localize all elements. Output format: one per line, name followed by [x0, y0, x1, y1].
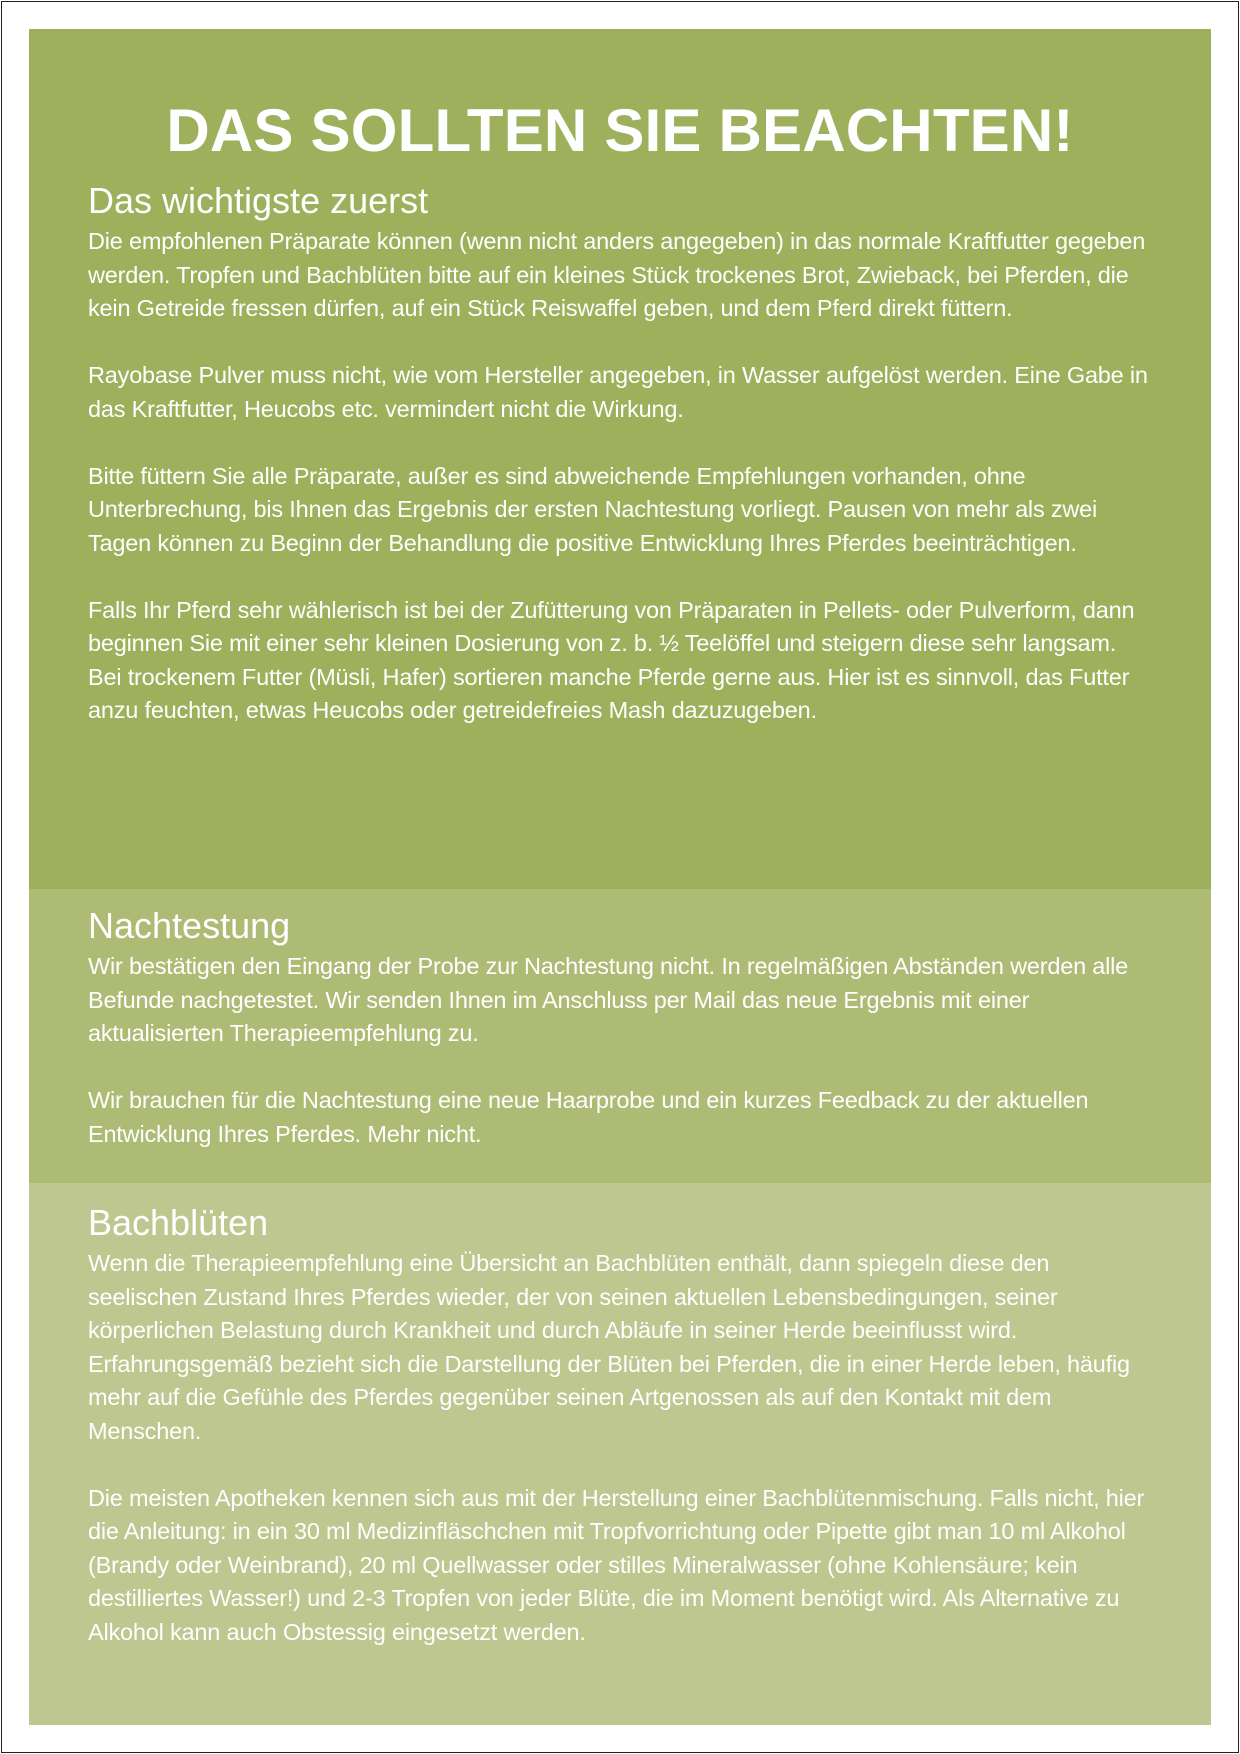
paragraph: Falls Ihr Pferd sehr wählerisch ist bei der Zufütterung von Präparaten in Pellets- oder Pulverform, dann beginnen Sie mit einer sehr kleinen Dosierung von z. b. ½ Teelöffel und steigern diese sehr langsam. Bei trockenem Futter (Müsli, Hafer) sortieren manche Pferde gerne aus. Hier ist es sinnvoll, das Futter anzu feuchten, etwas Heucobs oder getreidefreies Mash dazuzugeben.: [88, 596, 1135, 723]
paragraph: Wir brauchen für die Nachtestung eine neue Haarprobe und ein kurzes Feedback zu der aktuellen Entwicklung Ihres Pferdes. Mehr nicht.: [88, 1087, 1089, 1147]
paragraph: Bitte füttern Sie alle Präparate, außer es sind abweichende Empfehlungen vorhanden, ohne Unterbrechung, bis Ihnen das Ergebnis der ersten Nachtestung vorliegt. Pausen von mehr als zwei Tagen können zu Beginn der Behandlung die positive Entwicklung Ihres Pferdes beeinträchtigen.: [88, 462, 1098, 556]
section-bachblueten: [29, 1183, 1211, 1725]
paragraph: Rayobase Pulver muss nicht, wie vom Hersteller angegeben, in Wasser aufgelöst werden. Eine Gabe in das Kraftfutter, Heucobs etc. vermindert nicht die Wirkung.: [88, 362, 1148, 422]
section-das-wichtigste-zuerst: [29, 29, 1211, 889]
section-heading: Das wichtigste zuerst: [88, 180, 429, 221]
section-nachtestung: [29, 889, 1211, 1183]
section-heading: Bachblüten: [88, 1202, 269, 1243]
section-heading: Nachtestung: [88, 905, 291, 946]
paragraph: Die empfohlenen Präparate können (wenn nicht anders angegeben) in das normale Kraftfutter gegeben werden. Tropfen und Bachblüten bitte auf ein kleines Stück trockenes Brot, Zwieback, bei Pferden, die kein Getreide fressen dürfen, auf ein Stück Reiswaffel geben, und dem Pferd direkt füttern.: [88, 228, 1146, 321]
paragraph: Wenn die Therapieempfehlung eine Übersicht an Bachblüten enthält, dann spiegeln diese den seelischen Zustand Ihres Pferdes wieder, der von seinen aktuellen Lebensbedingungen, seiner körperlichen Belastung durch Krankheit und durch Abläufe in seiner Herde beeinflusst wird. Erfahrungsgemäß bezieht sich die Darstellung der Blüten bei Pferden, die in einer Herde leben, häufig mehr auf die Gefühle des Pferdes gegenüber seinen Artgenossen als auf den Kontakt mit dem Menschen.: [88, 1250, 1130, 1444]
paragraph: Die meisten Apotheken kennen sich aus mit der Herstellung einer Bachblütenmischung. Falls nicht, hier die Anleitung: in ein 30 ml Medizinfläschchen mit Tropfvorrichtung oder Pipette gibt man 10 ml Alkohol (Brandy oder Weinbrand), 20 ml Quellwasser oder stilles Mineralwasser (ohne Kohlensäure; kein destilliertes Wasser!) und 2-3 Tropfen von jeder Blüte, die im Moment benötigt wird. Als Alternative zu Alkohol kann auch Obstessig eingesetzt werden.: [88, 1484, 1145, 1645]
page-title: DAS SOLLTEN SIE BEACHTEN!: [166, 97, 1074, 164]
paragraph: Wir bestätigen den Eingang der Probe zur Nachtestung nicht. In regelmäßigen Abständen werden alle Befunde nachgetestet. Wir senden Ihnen im Anschluss per Mail das neue Ergebnis mit einer aktualisierten Therapieempfehlung zu.: [88, 953, 1129, 1046]
